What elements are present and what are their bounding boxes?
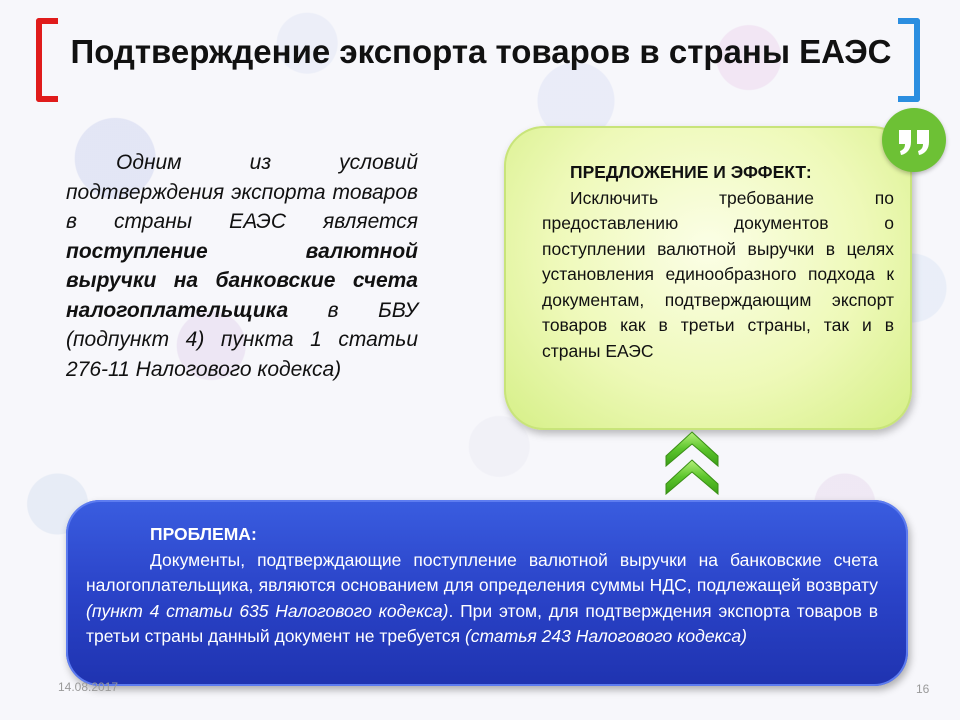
double-chevron-up-icon — [664, 430, 720, 498]
condition-text-part2: в БВУ (подпункт 4) пункта 1 статьи 276-11 Налогового кодекса) — [66, 298, 418, 381]
problem-body-part2: . При этом, для подтверждения экспорта товаров в третьи страны данный документ не требуется — [86, 600, 878, 646]
condition-text-part1: Одним из условий подтверждения экспорта товаров в страны ЕАЭС является — [66, 151, 418, 233]
footer-date: 14.08.2017 — [58, 680, 119, 694]
proposal-heading: ПРЕДЛОЖЕНИЕ И ЭФФЕКТ: — [570, 162, 812, 182]
condition-text-bold: поступление валютной выручки на банковские счета налогоплательщика — [66, 239, 418, 322]
proposal-body: Исключить требование по предоставлению документов о поступлении валютной выручки в целях установления единообразного подхода к документам, подтверждающим экспорт товаров как в третьи страны, так и в страны ЕАЭС — [542, 187, 894, 361]
problem-heading: ПРОБЛЕМА: — [150, 524, 257, 544]
problem-body — [86, 548, 878, 650]
page-number: 16 — [916, 682, 930, 696]
problem-ref-2: (статья 243 Налогового кодекса) — [464, 626, 747, 646]
slide-title: Подтверждение экспорта товаров в страны ЕАЭС — [70, 33, 892, 70]
right-bracket-decoration — [898, 18, 920, 102]
problem-body-part1: Документы, подтверждающие поступление валютной выручки на банковские счета налогоплательщика, являются основанием для определения суммы НДС, подлежащей возврату — [86, 549, 878, 595]
left-bracket-decoration — [36, 18, 58, 102]
problem-ref-1: (пункт 4 статьи 635 Налогового кодекса) — [86, 600, 449, 621]
proposal-box — [504, 126, 912, 430]
quote-bubble-icon — [882, 108, 946, 172]
condition-text — [66, 148, 418, 384]
problem-box — [66, 500, 908, 686]
